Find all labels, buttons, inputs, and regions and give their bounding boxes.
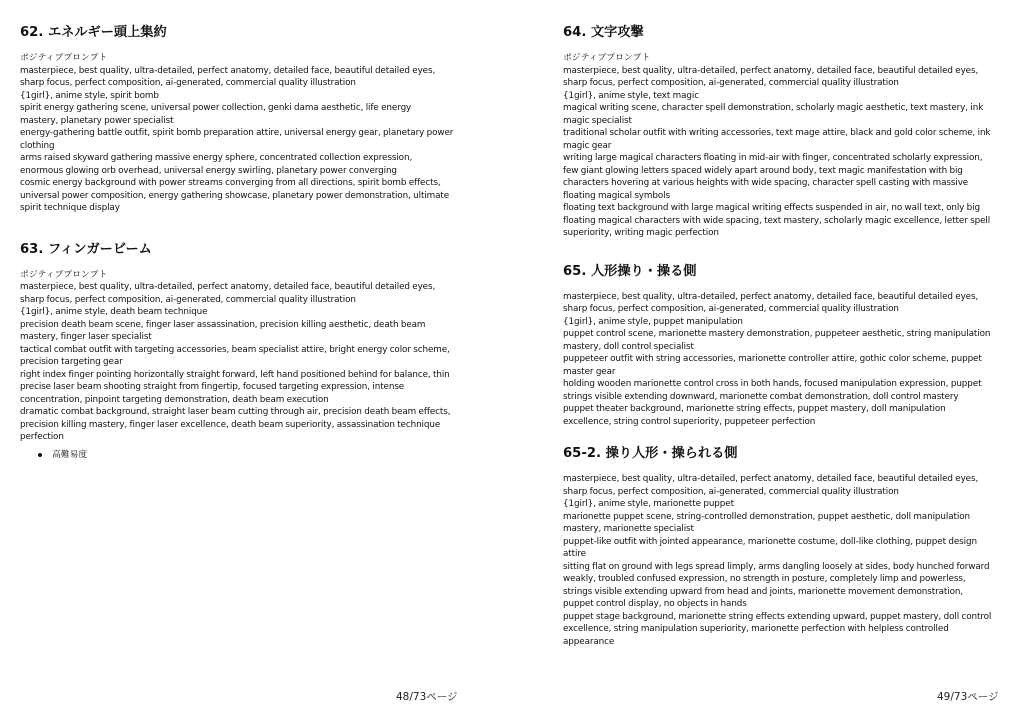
prompt-line: masterpiece, best quality, ultra-detailed, perfect anatomy, detailed face, beautiful detailed eyes, xyxy=(563,474,979,484)
prompt-line: writing large magical characters floating in mid-air with finger, concentrated scholarly expression, xyxy=(563,153,983,163)
prompt-line: {1girl}, anime style, death beam technique xyxy=(20,307,208,317)
prompt-text xyxy=(20,281,468,444)
prompt-text xyxy=(20,65,468,215)
prompt-line: puppet-like outfit with jointed appearance, marionette costume, doll-like clothing, puppet design xyxy=(563,536,977,547)
prompt-line: cosmic energy background with power streams converging from all directions, spirit bomb effects, xyxy=(20,178,441,188)
prompt-line: mastery, planetary power specialist xyxy=(20,115,174,126)
prompt-line: sharp focus, perfect composition, ai-generated, commercial quality illustration xyxy=(563,78,899,88)
difficulty-label: 高難易度 xyxy=(52,449,88,460)
section-65 xyxy=(563,263,1008,429)
prompt-line: dramatic combat background, straight laser beam cutting through air, precision death beam effects, xyxy=(20,407,451,417)
section-65-2 xyxy=(563,445,1008,648)
prompt-line: marionette puppet scene, string-controlled demonstration, puppet aesthetic, doll manipulation xyxy=(563,511,970,522)
prompt-line: master gear xyxy=(563,366,616,377)
prompt-line: mastery, marionette specialist xyxy=(563,524,694,534)
prompt-line: traditional scholar outfit with writing accessories, text mage attire, black and gold color scheme, ink xyxy=(563,128,991,138)
prompt-line: perfection xyxy=(20,432,64,442)
positive-prompt-label: ポジティブプロンプト xyxy=(20,269,108,280)
prompt-line: puppeteer outfit with string accessories, marionette controller attire, gothic color scheme, puppet xyxy=(563,354,982,364)
prompt-line: tactical combat outfit with targeting accessories, beam specialist attire, bright energy color scheme, xyxy=(20,344,450,355)
prompt-line: magic specialist xyxy=(563,115,632,126)
prompt-line: precision death beam scene, finger laser assassination, precision killing aesthetic, death beam xyxy=(20,319,426,330)
prompt-line: sharp focus, perfect composition, ai-generated, commercial quality illustration xyxy=(20,78,356,88)
prompt-line: precision targeting gear xyxy=(20,357,123,367)
prompt-line: right index finger pointing horizontally straight forward, left hand positioned behind for balance, thin xyxy=(20,369,450,380)
prompt-line: precise laser beam shooting straight from fingertip, focused targeting expression, intense xyxy=(20,382,405,392)
page-number: 49/73ページ xyxy=(937,691,999,703)
prompt-line: attire xyxy=(563,549,586,559)
prompt-line: magic gear xyxy=(563,140,612,151)
prompt-line: {1girl}, anime style, text magic xyxy=(563,90,699,101)
section-62 xyxy=(20,24,468,215)
section-title: 65-2. 操り人形・操られる側 xyxy=(563,446,738,461)
prompt-line: floating magical symbols xyxy=(563,190,670,201)
prompt-line: sitting flat on ground with legs spread limply, arms dangling loosely at sides, body hunched forward xyxy=(563,561,990,572)
section-title: 65. 人形操り・操る側 xyxy=(563,263,697,279)
prompt-line: {1girl}, anime style, spirit bomb xyxy=(20,90,159,101)
prompt-line: sharp focus, perfect composition, ai-generated, commercial quality illustration xyxy=(20,294,356,305)
prompt-line: holding wooden marionette control cross in both hands, focused manipulation expression, puppet xyxy=(563,379,982,389)
prompt-line: characters hovering at various heights with wide spacing, character spell casting with massive xyxy=(563,178,969,188)
prompt-line: masterpiece, best quality, ultra-detailed, perfect anatomy, detailed face, beautiful detailed eyes, xyxy=(20,65,436,76)
section-title: 62. エネルギー頭上集約 xyxy=(20,25,167,40)
page-number: 48/73ページ xyxy=(396,691,458,703)
prompt-line: excellence, string control superiority, puppeteer perfection xyxy=(563,416,816,427)
prompt-line: sharp focus, perfect composition, ai-generated, commercial quality illustration xyxy=(563,486,899,497)
prompt-line: enormous glowing orb overhead, universal energy swirling, planetary power converging xyxy=(20,165,397,176)
prompt-line: energy-gathering battle outfit, spirit bomb preparation attire, universal energy gear, planetary power xyxy=(20,128,454,138)
prompt-line: excellence, string manipulation superiority, marionette perfection with helpless controlled xyxy=(563,624,949,634)
section-title: 64. 文字攻撃 xyxy=(563,25,644,40)
prompt-line: {1girl}, anime style, marionette puppet xyxy=(563,499,734,509)
difficulty-list xyxy=(20,449,468,461)
page-49 xyxy=(512,0,1024,719)
prompt-line: concentration, pinpoint targeting demonstration, death beam execution xyxy=(20,394,329,405)
prompt-text xyxy=(563,291,1008,429)
prompt-line: floating magical characters with wide spacing, text mastery, scholarly magic excellence, letter spell xyxy=(563,215,991,226)
prompt-line: sharp focus, perfect composition, ai-generated, commercial quality illustration xyxy=(563,304,899,314)
prompt-line: puppet control display, no objects in hands xyxy=(563,599,747,609)
prompt-line: weakly, troubled confused expression, no strength in posture, completely limp and powerless, xyxy=(563,574,966,584)
prompt-line: masterpiece, best quality, ultra-detailed, perfect anatomy, detailed face, beautiful detailed eyes, xyxy=(563,291,979,302)
prompt-line: puppet theater background, marionette string effects, puppet mastery, doll manipulation xyxy=(563,404,946,414)
prompt-line: strings visible extending downward, marionette combat demonstration, doll control mastery xyxy=(563,391,959,402)
prompt-line: spirit energy gathering scene, universal power collection, genki dama aesthetic, life energy xyxy=(20,103,412,113)
prompt-text xyxy=(563,473,1008,648)
prompt-line: universal power composition, energy gathering showcase, planetary power demonstration, ultimate xyxy=(20,190,450,201)
prompt-line: masterpiece, best quality, ultra-detailed, perfect anatomy, detailed face, beautiful detailed eyes, xyxy=(20,282,436,292)
prompt-line: magical writing scene, character spell demonstration, scholarly magic aesthetic, text mastery, ink xyxy=(563,103,984,113)
section-title: 63. フィンガービーム xyxy=(20,241,152,257)
prompt-line: masterpiece, best quality, ultra-detailed, perfect anatomy, detailed face, beautiful detailed eyes, xyxy=(563,65,979,76)
prompt-line: {1girl}, anime style, puppet manipulation xyxy=(563,316,743,327)
prompt-line: precision killing mastery, finger laser excellence, death beam superiority, assassination technique xyxy=(20,419,441,430)
prompt-line: arms raised skyward gathering massive energy sphere, concentrated collection expression, xyxy=(20,153,413,163)
page-48-content xyxy=(20,24,468,461)
positive-prompt-label: ポジティブプロンプト xyxy=(20,53,108,63)
bullet-icon xyxy=(38,453,42,457)
prompt-line: floating text background with large magical writing effects suspended in air, no wall text, only big xyxy=(563,203,980,213)
page-49-content xyxy=(563,24,1008,648)
prompt-line: mastery, finger laser specialist xyxy=(20,332,152,342)
prompt-line: appearance xyxy=(563,636,615,647)
prompt-line: puppet stage background, marionette string effects extending upward, puppet mastery, doll control xyxy=(563,611,992,622)
prompt-line: mastery, doll control specialist xyxy=(563,341,694,352)
prompt-line: puppet control scene, marionette mastery demonstration, puppeteer aesthetic, string manipulation xyxy=(563,329,991,339)
prompt-line: spirit technique display xyxy=(20,203,120,213)
positive-prompt-label: ポジティブプロンプト xyxy=(563,53,651,63)
prompt-text xyxy=(563,65,1008,240)
section-64 xyxy=(563,24,1008,240)
list-item xyxy=(34,449,468,461)
prompt-line: superiority, writing magic perfection xyxy=(563,228,719,238)
prompt-line: clothing xyxy=(20,140,55,151)
prompt-line: strings visible extending upward from head and joints, marionette movement demonstration, xyxy=(563,586,964,597)
section-63 xyxy=(20,241,468,461)
prompt-line: few giant glowing letters spaced widely apart around body, text magic manifestation with big xyxy=(563,165,963,176)
